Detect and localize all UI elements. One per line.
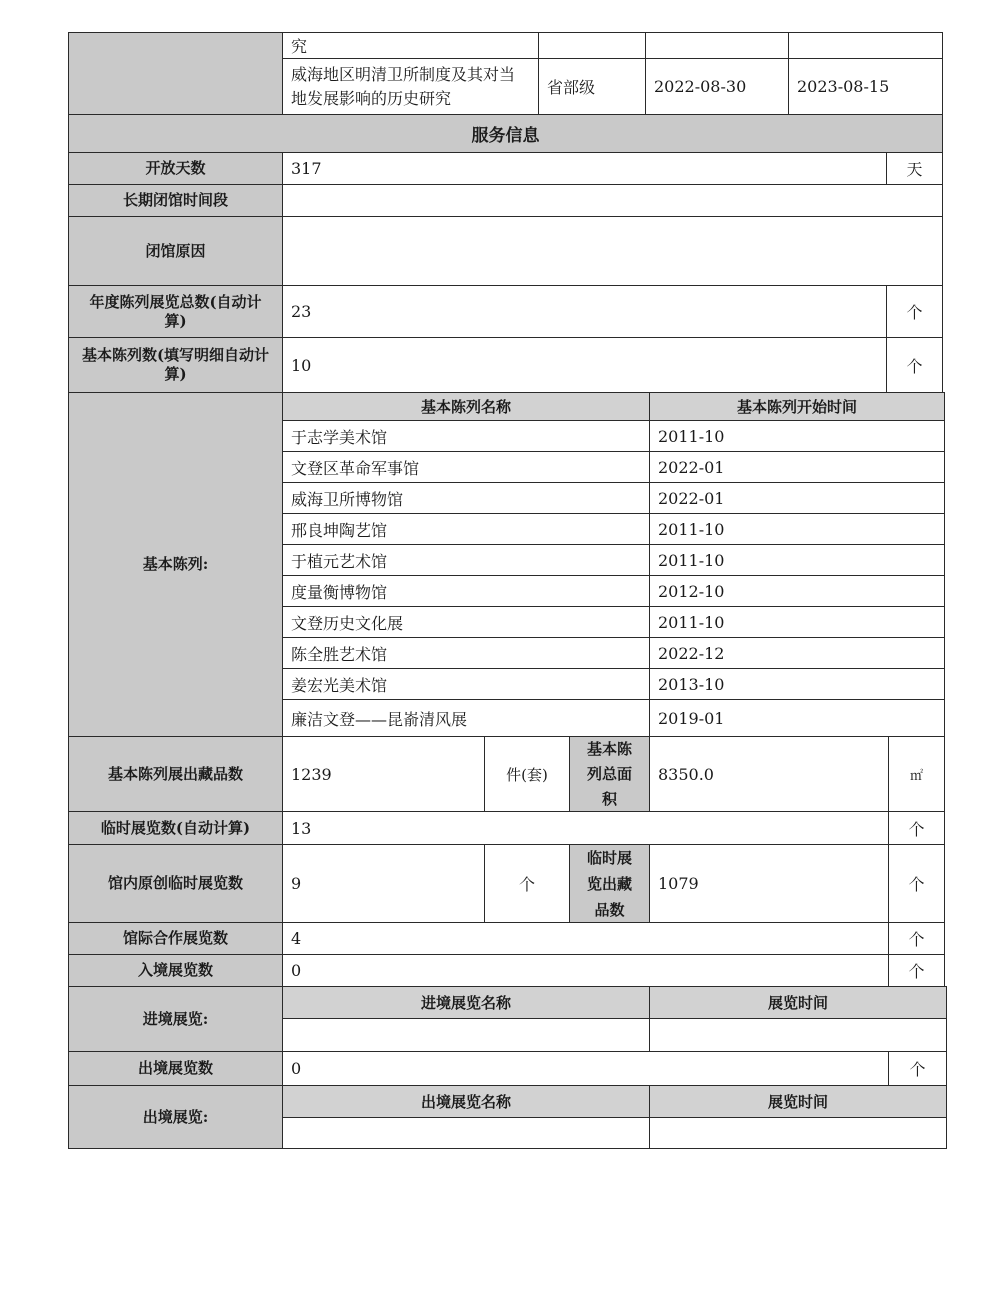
annual-total-value: 23	[282, 285, 887, 338]
outbound-count-label: 出境展览数	[68, 1051, 283, 1086]
basic-col-name-header: 基本陈列名称	[282, 392, 650, 421]
open-days-value: 317	[282, 152, 887, 185]
basic-row-name: 于植元艺术馆	[282, 544, 650, 576]
basic-row-time: 2019-01	[649, 699, 945, 737]
orig-temp-unit: 个	[484, 844, 570, 923]
basic-row-time: 2011-10	[649, 420, 945, 452]
basic-exhibits-label: 基本陈列:	[68, 392, 283, 737]
top-empty-cell	[538, 32, 646, 59]
inbound-label: 进境展览:	[68, 986, 283, 1052]
outbound-count-value: 0	[282, 1051, 889, 1086]
coop-label: 馆际合作展览数	[68, 922, 283, 955]
temp-count-label: 临时展览数(自动计算)	[68, 811, 283, 845]
basic-row-name: 度量衡博物馆	[282, 575, 650, 607]
basic-row-name: 文登区革命军事馆	[282, 451, 650, 483]
basic-row-time: 2022-01	[649, 451, 945, 483]
basic-count-value: 10	[282, 337, 887, 393]
project-start-date: 2022-08-30	[645, 58, 789, 115]
inbound-count-unit: 个	[888, 954, 945, 987]
open-days-label: 开放天数	[68, 152, 283, 185]
basic-area-value: 8350.0	[649, 736, 889, 812]
temp-items-value: 1079	[649, 844, 889, 923]
basic-row-time: 2022-12	[649, 637, 945, 669]
temp-items-label: 临时展览出藏品数	[569, 844, 650, 923]
annual-total-unit: 个	[886, 285, 943, 338]
inbound-col-time-header: 展览时间	[649, 986, 947, 1019]
inbound-row-time	[649, 1018, 947, 1052]
basic-row-time: 2011-10	[649, 513, 945, 545]
basic-row-time: 2022-01	[649, 482, 945, 514]
basic-count-label: 基本陈列数(填写明细自动计算)	[68, 337, 283, 393]
outbound-col-name-header: 出境展览名称	[282, 1085, 650, 1118]
basic-row-name: 文登历史文化展	[282, 606, 650, 638]
temp-items-unit: 个	[888, 844, 945, 923]
outbound-count-unit: 个	[888, 1051, 947, 1086]
basic-row-name: 威海卫所博物馆	[282, 482, 650, 514]
basic-row-time: 2011-10	[649, 544, 945, 576]
outbound-row-name	[282, 1117, 650, 1149]
coop-unit: 个	[888, 922, 945, 955]
basic-area-label: 基本陈列总面积	[569, 736, 650, 812]
close-reason-value	[282, 216, 943, 286]
open-days-unit: 天	[886, 152, 943, 185]
section-header: 服务信息	[68, 114, 943, 153]
inbound-col-name-header: 进境展览名称	[282, 986, 650, 1019]
basic-row-time: 2013-10	[649, 668, 945, 700]
basic-items-value: 1239	[282, 736, 485, 812]
top-left-gray-cell	[68, 32, 283, 115]
basic-col-time-header: 基本陈列开始时间	[649, 392, 945, 421]
basic-row-name: 陈全胜艺术馆	[282, 637, 650, 669]
project-name-cont: 究	[282, 32, 539, 59]
basic-row-name: 于志学美术馆	[282, 420, 650, 452]
basic-items-unit: 件(套)	[484, 736, 570, 812]
temp-count-unit: 个	[888, 811, 945, 845]
inbound-row-name	[282, 1018, 650, 1052]
basic-items-label: 基本陈列展出藏品数	[68, 736, 283, 812]
project-end-date: 2023-08-15	[788, 58, 943, 115]
inbound-count-label: 入境展览数	[68, 954, 283, 987]
basic-row-name: 邢良坤陶艺馆	[282, 513, 650, 545]
basic-area-unit: ㎡	[888, 736, 945, 812]
coop-value: 4	[282, 922, 889, 955]
top-empty-cell	[645, 32, 789, 59]
inbound-count-value: 0	[282, 954, 889, 987]
top-empty-cell	[788, 32, 943, 59]
project-level: 省部级	[538, 58, 646, 115]
temp-count-value: 13	[282, 811, 889, 845]
long-close-value	[282, 184, 943, 217]
outbound-label: 出境展览:	[68, 1085, 283, 1149]
basic-row-name: 姜宏光美术馆	[282, 668, 650, 700]
orig-temp-value: 9	[282, 844, 485, 923]
orig-temp-label: 馆内原创临时展览数	[68, 844, 283, 923]
basic-count-unit: 个	[886, 337, 943, 393]
long-close-label: 长期闭馆时间段	[68, 184, 283, 217]
project-name: 威海地区明清卫所制度及其对当地发展影响的历史研究	[282, 58, 539, 115]
basic-row-name: 廉洁文登——昆嵛清风展	[282, 699, 650, 737]
close-reason-label: 闭馆原因	[68, 216, 283, 286]
basic-row-time: 2012-10	[649, 575, 945, 607]
outbound-row-time	[649, 1117, 947, 1149]
basic-row-time: 2011-10	[649, 606, 945, 638]
outbound-col-time-header: 展览时间	[649, 1085, 947, 1118]
annual-total-label: 年度陈列展览总数(自动计算)	[68, 285, 283, 338]
